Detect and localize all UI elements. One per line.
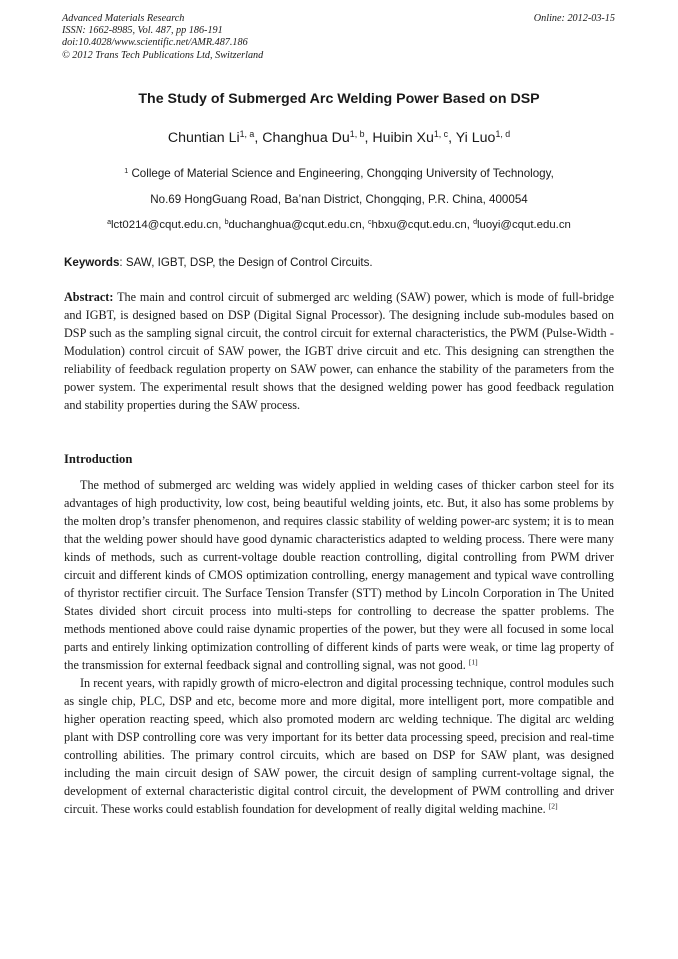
- email-list: [0, 219, 678, 231]
- author-list: [0, 130, 678, 146]
- abstract-text: The main and control circuit of submerged arc welding (SAW) power, which is mode of full-bridge and IGBT, is designed based on DSP (Digital Signal Processor). The designing include sub-modules based on DSP such as the sampling signal circuit, the control circuit for external characteristics, the PWM (Pulse-Width -Modulation) control circuit of SAW power, the IGBT drive circuit and etc. This designing can strengthen the reliability of feedback regulation property on SAW power, can enhance the stability of the parameters from the power system. The experimental result shows that the designed welding power has good feedback regulation and stability properties during the SAW process.: [64, 290, 614, 412]
- citation-ref: [1]: [468, 657, 478, 667]
- author-separator: ,: [254, 130, 263, 146]
- email-separator: ,: [218, 219, 225, 231]
- keywords: [64, 256, 620, 269]
- affiliation-line-1: [0, 167, 678, 180]
- email-superscript: b: [224, 219, 229, 227]
- affiliation-superscript: 1: [124, 166, 129, 176]
- intro-paragraph-1-text: The method of submerged arc welding was widely applied in welding cases of thicker carbon steel for its advantages of high productivity, low cost, being beautiful welding joints, etc. But, it also has some problems by the molten drop’s transfer phenomenon, and requires classic stability of welding power-arc system; it is to mean that the welding power should have good dynamic characteristics adapted to welding process. There were many kinds of methods, such as current-voltage double reaction controlling, digital controlling from PWM driver circuit and different kinds of CMOS optimization controlling, energy management and typical wave controlling of thyristor rectifier circuit. The Surface Tension Transfer (STT) method by Lincoln Corporation in The United States divided short circuit process into multi-steps for controlling to decrease the spatter problems. The methods mentioned above could raise dynamic properties of the power, but they were all focused in some local parts and entirely linking optimization controlling of different kinds of parts were weak, or time lag property of the transmission for external feedback signal and controlling signal, was not good.: [64, 478, 614, 672]
- keywords-label: Keywords: [64, 256, 120, 269]
- keywords-text: : SAW, IGBT, DSP, the Design of Control Circuits.: [119, 256, 373, 269]
- email-separator: ,: [361, 219, 369, 231]
- abstract-paragraph: [64, 288, 614, 414]
- author-name: Yi Luo: [455, 130, 496, 146]
- email-superscript: a: [107, 219, 112, 227]
- paper-title: The Study of Submerged Arc Welding Power Based on DSP: [138, 91, 540, 107]
- email-address: lct0214@cqut.edu.cn: [111, 219, 219, 231]
- abstract-label: Abstract:: [64, 290, 114, 304]
- author-name: Huibin Xu: [372, 130, 434, 146]
- author-superscript: 1, b: [349, 129, 365, 140]
- author-separator: ,: [448, 130, 456, 146]
- author-superscript: 1, a: [239, 129, 255, 140]
- copyright-line: © 2012 Trans Tech Publications Ltd, Switzerland: [62, 49, 264, 61]
- email-superscript: c: [368, 219, 372, 227]
- author-superscript: 1, d: [495, 129, 511, 140]
- author-separator: ,: [364, 130, 373, 146]
- affiliation-text: College of Material Science and Engineering, Chongqing University of Technology,: [131, 167, 554, 180]
- email-address: duchanghua@cqut.edu.cn: [228, 219, 362, 231]
- doi-line: doi:10.4028/www.scientific.net/AMR.487.186: [62, 37, 248, 49]
- issn-line: ISSN: 1662-8985, Vol. 487, pp 186-191: [62, 25, 223, 37]
- author-name: Changhua Du: [262, 130, 350, 146]
- abstract: [64, 288, 614, 414]
- email-address: luoyi@cqut.edu.cn: [476, 219, 571, 231]
- email-separator: ,: [466, 219, 474, 231]
- section-heading-introduction: Introduction: [64, 452, 133, 466]
- intro-paragraph-2-text: In recent years, with rapidly growth of micro-electron and digital processing technique, control modules such as single chip, PLC, DSP and etc, become more and more digital, more intelligent port, more compatible and higher operation reacting speed, which also promoted modern arc welding technique. The digital arc welding plant with DSP controlling core was very important for its better data processing speed, precision and real-time controlling abilities. The primary control circuits, which are based on DSP for SAW plant, was designed including the main circuit design of SAW power, the circuit design of sampling current-voltage signal, the development of external characteristic digital control circuit, the development of PWM controlling and driver circuit. These works could establish foundation for development of really digital welding machine.: [64, 676, 614, 816]
- intro-paragraph-1: [64, 476, 614, 674]
- email-superscript: d: [473, 219, 477, 227]
- author-name: Chuntian Li: [167, 130, 240, 146]
- introduction-body: [64, 476, 614, 818]
- online-date: Online: 2012-03-15: [533, 13, 615, 24]
- author-superscript: 1, c: [433, 129, 449, 140]
- email-address: hbxu@cqut.edu.cn: [371, 219, 467, 231]
- citation-ref: [2]: [548, 801, 558, 811]
- affiliation-line-2: No.69 HongGuang Road, Ba’nan District, Chongqing, P.R. China, 400054: [150, 193, 528, 206]
- intro-paragraph-2: [64, 674, 614, 818]
- journal-header: [62, 13, 615, 62]
- journal-name: Advanced Materials Research: [62, 13, 185, 24]
